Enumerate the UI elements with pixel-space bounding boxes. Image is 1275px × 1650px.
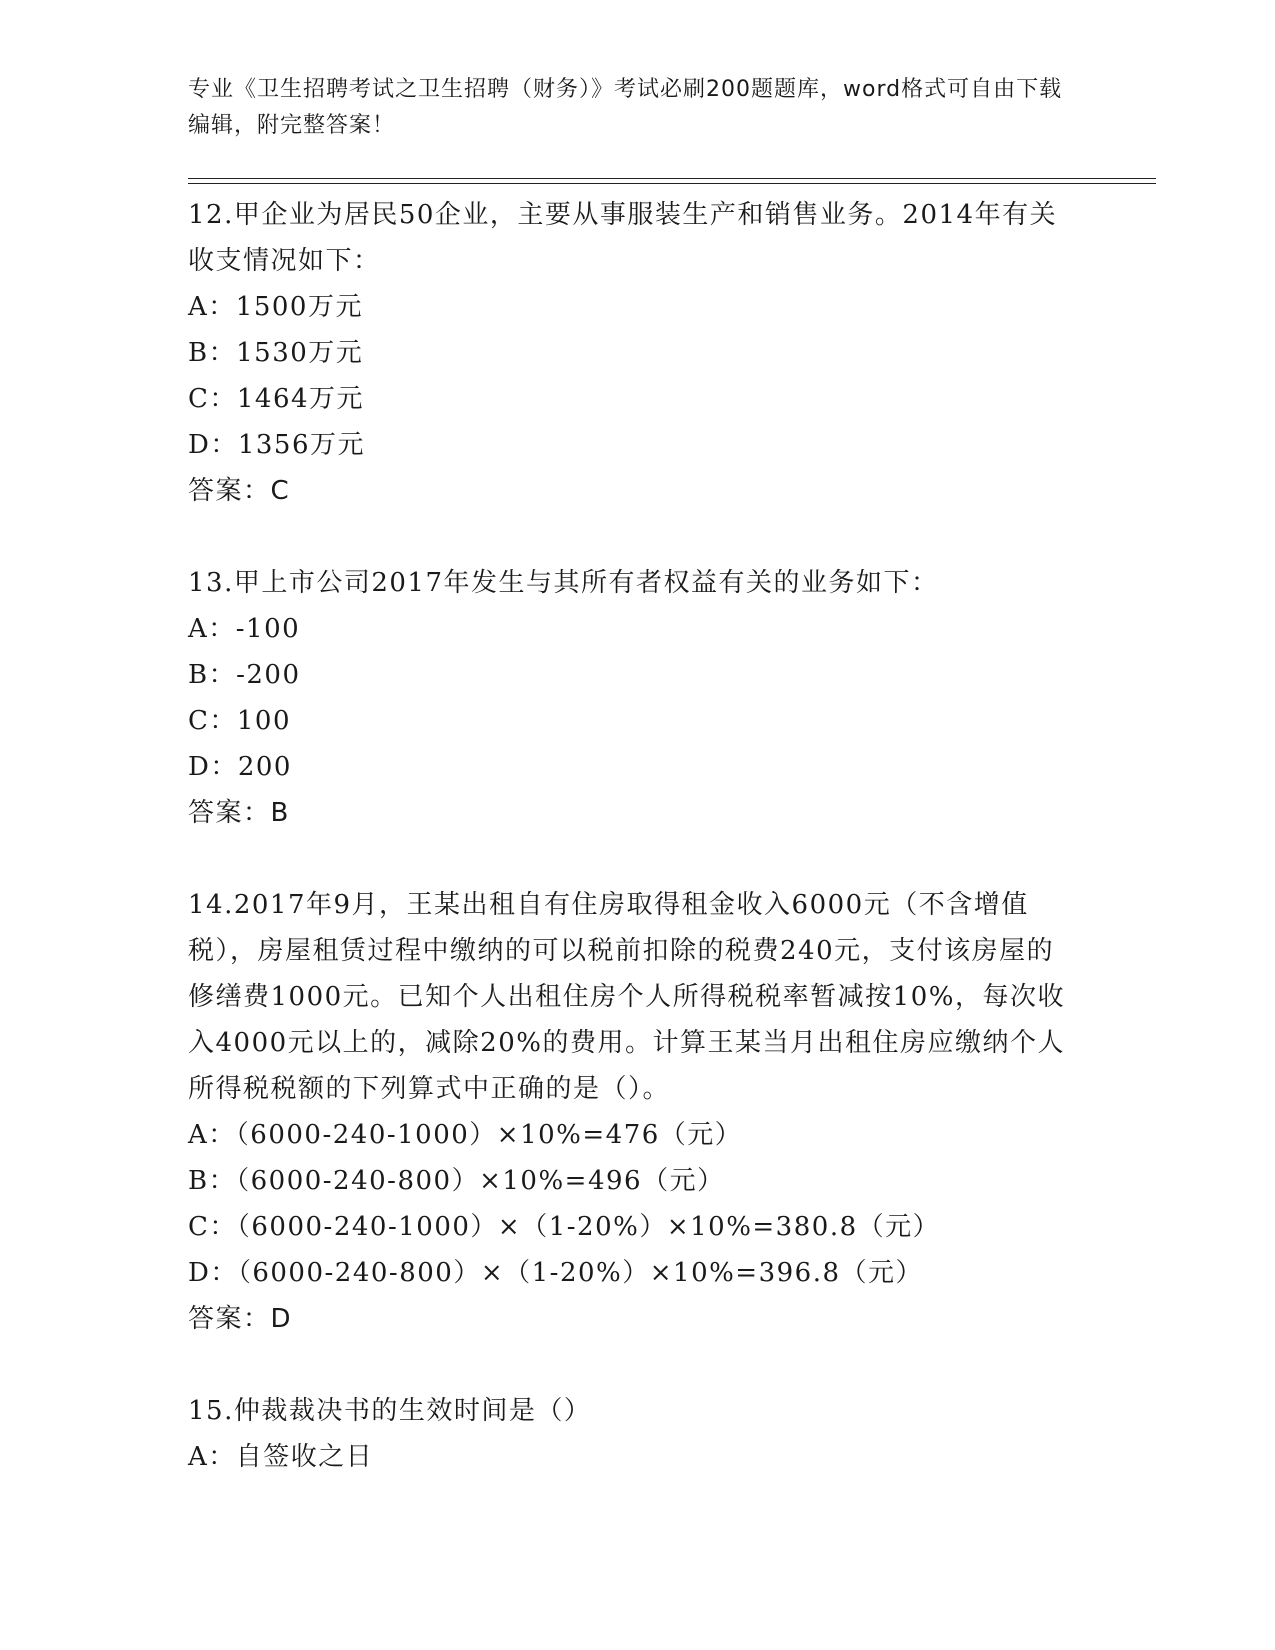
question-15 — [188, 1388, 1068, 1480]
answer-line: 答案：D — [188, 1304, 293, 1334]
question-stem: 14.2017年9月，王某出租自有住房取得租金收入6000元（不含增值税），房屋租赁过程中缴纳的可以税前扣除的税费240元，支付该房屋的修缮费1000元。已知个人出租住房个人所得税税率暂减按10%，每次收入4000元以上的，减除20%的费用。计算王某当月出租住房应缴纳个人所得税税额的下列算式中正确的是（）。 — [188, 890, 1065, 1104]
option-c: C：（6000-240-1000）×（1-20%）×10%=380.8（元） — [188, 1212, 941, 1242]
option-list — [188, 606, 1068, 790]
option-c: C：1464万元 — [188, 384, 365, 414]
option-b: B：（6000-240-800）×10%=496（元） — [188, 1166, 725, 1196]
option-a: A：自签收之日 — [188, 1442, 374, 1472]
option-b: B：-200 — [188, 660, 301, 690]
question-14 — [188, 882, 1068, 1342]
question-12 — [188, 192, 1068, 514]
question-13 — [188, 560, 1068, 836]
option-a: A：1500万元 — [188, 292, 363, 322]
answer-line: 答案：C — [188, 476, 291, 506]
option-a: A：-100 — [188, 614, 301, 644]
option-c: C：100 — [188, 706, 292, 736]
option-d: D：（6000-240-800）×（1-20%）×10%=396.8（元） — [188, 1258, 924, 1288]
question-stem: 13.甲上市公司2017年发生与其所有者权益有关的业务如下： — [188, 568, 939, 598]
option-list — [188, 284, 1068, 468]
header-divider-top — [188, 178, 1156, 179]
header-divider-bottom — [188, 183, 1156, 184]
document-header: 专业《卫生招聘考试之卫生招聘（财务）》考试必刷200题题库，word格式可自由下载编辑，附完整答案！ — [188, 77, 1063, 138]
question-stem: 15.仲裁裁决书的生效时间是（） — [188, 1396, 592, 1426]
answer-line: 答案：B — [188, 798, 290, 828]
option-b: B：1530万元 — [188, 338, 364, 368]
option-list — [188, 1112, 1068, 1296]
question-stem: 12.甲企业为居民50企业，主要从事服装生产和销售业务。2014年有关收支情况如下： — [188, 200, 1058, 276]
question-list — [188, 192, 1068, 1526]
option-a: A：（6000-240-1000）×10%=476（元） — [188, 1120, 743, 1150]
option-d: D：1356万元 — [188, 430, 366, 460]
option-d: D：200 — [188, 752, 292, 782]
option-list — [188, 1434, 1068, 1480]
